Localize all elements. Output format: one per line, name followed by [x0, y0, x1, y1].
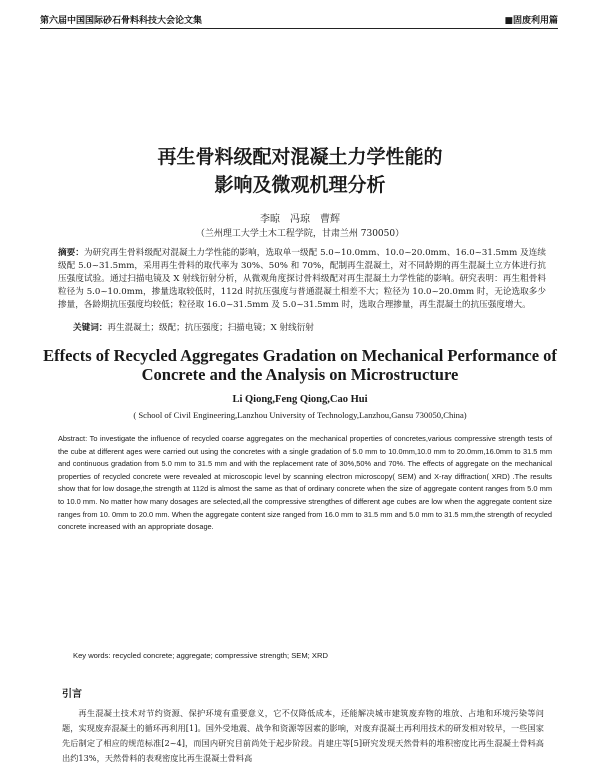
- english-keywords-text: recycled concrete; aggregate; compressive strength; SEM; XRD: [112, 651, 328, 660]
- intro-body: 再生混凝土技术对节约资源、保护环境有重要意义，它不仅降低成本，还能解决城市建筑废弃物的堆放、占地和环境污染等问题，实现废弃混凝土的循环再利用[1]。国外受地震、战争和资源等因素的影响，对废弃混凝土再利用技术的研发相对较早，一些国家先后制定了相应的规范标准[2~4]，而国内研究目前尚处于起步阶段。肖建庄等[5]研究发现天然骨料的堆积密度比再生混凝土骨料高出约13%，天然骨料的表观密度比再生混凝土骨料高: [62, 708, 544, 763]
- english-abstract-text: To investigate the influence of recycled coarse aggregates on the mechanical properties of concretes,various compressive strength tests of the cube at different ages were carried out using the concretes with a single gradation of 5.0 mm to 10.0mm,10.0 mm to 20.0mm,16.0mm to 31.5 mm and continuous gradation from 5.0 mm to 31.5 mm and with the replacement rate of 30%,50% and 70%. The effects of aggregate on the mechanical properties of recycled concrete were revealed at microscopic level by scanning electron microscopy( SEM) and X-ray diffraction( XRD) .The results show that for low dosage,the strength at 112d is almost the same as that of ordinary concrete when the size of aggregate content ranges from 5.0 mm to 10.0 mm. No matter how many dosages are selected,all the compressive strengthes of different age cubes are low when the aggregate content size ranges from 10. 0mm to 20.0 mm. When the aggregate content size ranged from 16.0 mm to 31.5 mm and 5.0 mm to 31.5 mm,the strength of recycled concrete increased with an appropriate dosage.: [58, 434, 552, 532]
- english-affiliation: ( School of Civil Engineering,Lanzhou University of Technology,Lanzhou,Gansu 730050,China): [133, 410, 467, 420]
- english-keywords: [73, 651, 543, 660]
- chinese-abstract: [58, 247, 546, 312]
- english-title-line-1: Effects of Recycled Aggregates Gradation on Mechanical Performance of: [43, 346, 557, 365]
- chinese-title-line-2: 影响及微观机理分析: [214, 174, 386, 196]
- chinese-affiliation: （兰州理工大学土木工程学院，甘肃兰州 730050）: [195, 229, 405, 239]
- intro-heading: 引言: [62, 689, 82, 700]
- chinese-abstract-label: 摘要：: [58, 248, 84, 258]
- english-title-line-2: Concrete and the Analysis on Microstructure: [141, 365, 459, 384]
- chinese-keywords: [73, 322, 543, 334]
- chinese-abstract-text: 为研究再生骨料级配对混凝土力学性能的影响，选取单一级配 5.0~10.0mm、10.0~20.0mm、16.0~31.5mm 及连续级配 5.0~31.5mm，采用再生骨料的取代率为 30%、50% 和 70%，配制再生混凝土，对不同龄期的再生混凝土立方体进行抗压强度试验。通过扫描电镜及 X 射线衍射分析，从微观角度探讨骨料级配对再生混凝土力学性能的影响。研究表明：再生粗骨料粒径为 5.0~10.0mm，掺量选取较低时，112d 时抗压强度与普通混凝土相差不大；粒径为 10.0~20.0mm 时，无论选取多少掺量，各龄期抗压强度均较低；粒径取 16.0~31.5mm 及 5.0~31.5mm 时，选取合理掺量，再生混凝土的抗压强度增大。: [58, 248, 546, 310]
- english-keywords-label: Key words:: [73, 651, 111, 660]
- chinese-title-line-1: 再生骨料级配对混凝土力学性能的: [157, 146, 443, 168]
- english-abstract-label: Abstract:: [58, 434, 88, 443]
- english-title: [30, 346, 570, 384]
- running-header: [40, 12, 558, 29]
- english-abstract: [58, 433, 552, 534]
- chinese-keywords-label: 关键词：: [73, 323, 108, 333]
- chinese-keywords-text: 再生混凝土；级配；抗压强度；扫描电镜；X 射线衍射: [107, 323, 314, 333]
- chinese-authors: 李晾 冯琼 曹辉: [260, 214, 340, 225]
- proceedings-title: 第六届中国国际砂石骨料科技大会论文集: [40, 16, 203, 26]
- english-authors: Li Qiong,Feng Qiong,Cao Hui: [232, 394, 368, 405]
- chinese-title: [0, 143, 600, 199]
- section-label: ■固废利用篇: [504, 16, 558, 26]
